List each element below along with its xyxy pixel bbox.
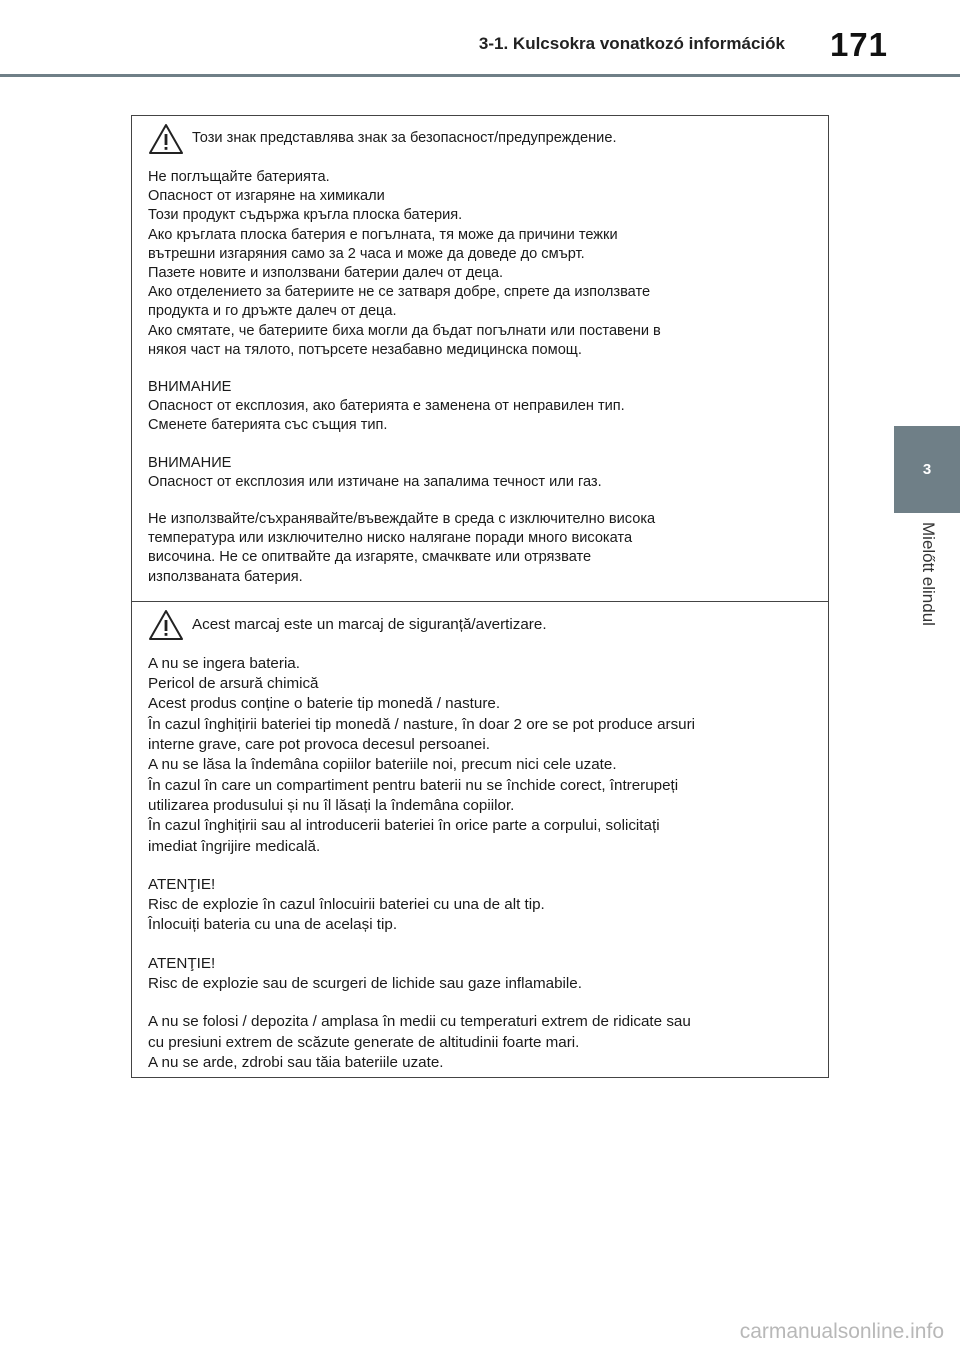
text-line: Risc de explozie în cazul înlocuirii bateriei cu una de alt tip. [148,896,545,914]
warning-section-ro [132,601,828,1077]
text-line: În cazul în care un compartiment pentru baterii nu se închide corect, întrerupeți [148,776,679,794]
text-line: продукта и го дръжте далеч от деца. [148,303,397,320]
chapter-label: Mielőtt elindul [919,522,938,626]
text-line: ВНИМАНИЕ [148,379,232,396]
text-line: някоя част на тялото, потърсете незабавно медицинска помощ. [148,341,582,358]
paragraph [148,654,812,857]
text-line: imediat îngrijire medicală. [148,837,321,855]
page-number: 171 [829,26,888,63]
text-line: Опасност от експлозия или изтичане на запалима течност или газ. [148,473,602,490]
warning-section-bg [132,116,828,601]
text-line: Ако смятате, че батериите биха могли да бъдат погълнати или поставени в [148,322,661,339]
watermark: carmanualsonline.info [739,1320,944,1343]
chapter-tab [894,426,960,513]
text-line: A nu se arde, zdrobi sau tăia bateriile uzate. [148,1053,444,1071]
warning-title: Acest marcaj este un marcaj de siguranță/avertizare. [192,615,547,633]
warning-title-row [148,122,812,156]
text-line: cu presiuni extrem de scăzute generate de altitudinii foarte mari. [148,1033,580,1051]
text-line: În cazul înghițirii sau al introducerii bateriei în orice parte a corpului, solicitați [148,817,660,835]
text-line: Пазете новите и използвани батерии далеч от деца. [148,265,504,282]
warning-body [148,654,812,1073]
warning-triangle-icon [148,609,184,641]
text-line: Risc de explozie sau de scurgeri de lichide sau gaze inflamabile. [148,975,582,993]
text-line: вътрешни изгаряния само за 2 часа и може да доведе до смърт. [148,245,585,262]
text-line: Опасност от експлозия, ако батерията е заменена от неправилен тип. [148,398,625,415]
text-line: A nu se lăsa la îndemâna copiilor bateriile noi, precum nici cele uzate. [148,756,617,774]
text-line: Ако отделението за батериите не се затваря добре, спрете да използвате [148,284,651,301]
header-rule [0,74,960,77]
paragraph [148,954,812,995]
warning-title-row [148,608,812,642]
warning-box [131,115,829,1078]
text-line: A nu se ingera bateria. [148,654,300,672]
text-line: Pericol de arsură chimică [148,675,319,693]
text-line: utilizarea produsului și nu îl lăsați la îndemâna copiilor. [148,796,515,814]
text-line: Сменете батерията със същия тип. [148,417,388,434]
text-line: температура или изключително ниско налягане поради много високата [148,530,633,547]
paragraph [148,875,812,936]
text-line: използваната батерия. [148,568,303,585]
paragraph [148,378,812,436]
warning-triangle-icon [148,123,184,155]
text-line: Не поглъщайте батерията. [148,169,330,185]
text-line: Този продукт съдържа кръгла плоска батерия. [148,207,463,224]
paragraph [148,454,812,492]
text-line: A nu se folosi / depozita / amplasa în medii cu temperaturi extrem de ridicate sau [148,1013,691,1031]
warning-body [148,168,812,587]
chapter-number: 3 [922,461,932,478]
paragraph [148,1012,812,1073]
text-line: Acest produs conține o baterie tip monedă / nasture. [148,695,501,713]
text-line: Опасност от изгаряне на химикали [148,188,385,205]
text-line: interne grave, care pot provoca decesul persoanei. [148,736,490,754]
text-line: Înlocuiți bateria cu una de același tip. [148,916,398,934]
chapter-label-container [910,522,946,652]
text-line: În cazul înghițirii bateriei tip monedă / nasture, în doar 2 ore se pot produce arsuri [148,715,696,733]
paragraph [148,168,812,360]
text-line: Не използвайте/съхранявайте/въвеждайте в среда с изключително висока [148,511,656,528]
text-line: ATENŢIE! [148,875,216,893]
section-title: 3-1. Kulcsokra vonatkozó információk [478,34,785,53]
text-line: ВНИМАНИЕ [148,454,232,471]
warning-title: Този знак представлява знак за безопасност/предупреждение. [192,130,617,147]
text-line: Ако кръглата плоска батерия е погълната, тя може да причини тежки [148,226,618,243]
text-line: ATENŢIE! [148,954,216,972]
paragraph [148,510,812,587]
text-line: височина. Не се опитвайте да изгаряте, смачквате или отрязвате [148,549,592,566]
